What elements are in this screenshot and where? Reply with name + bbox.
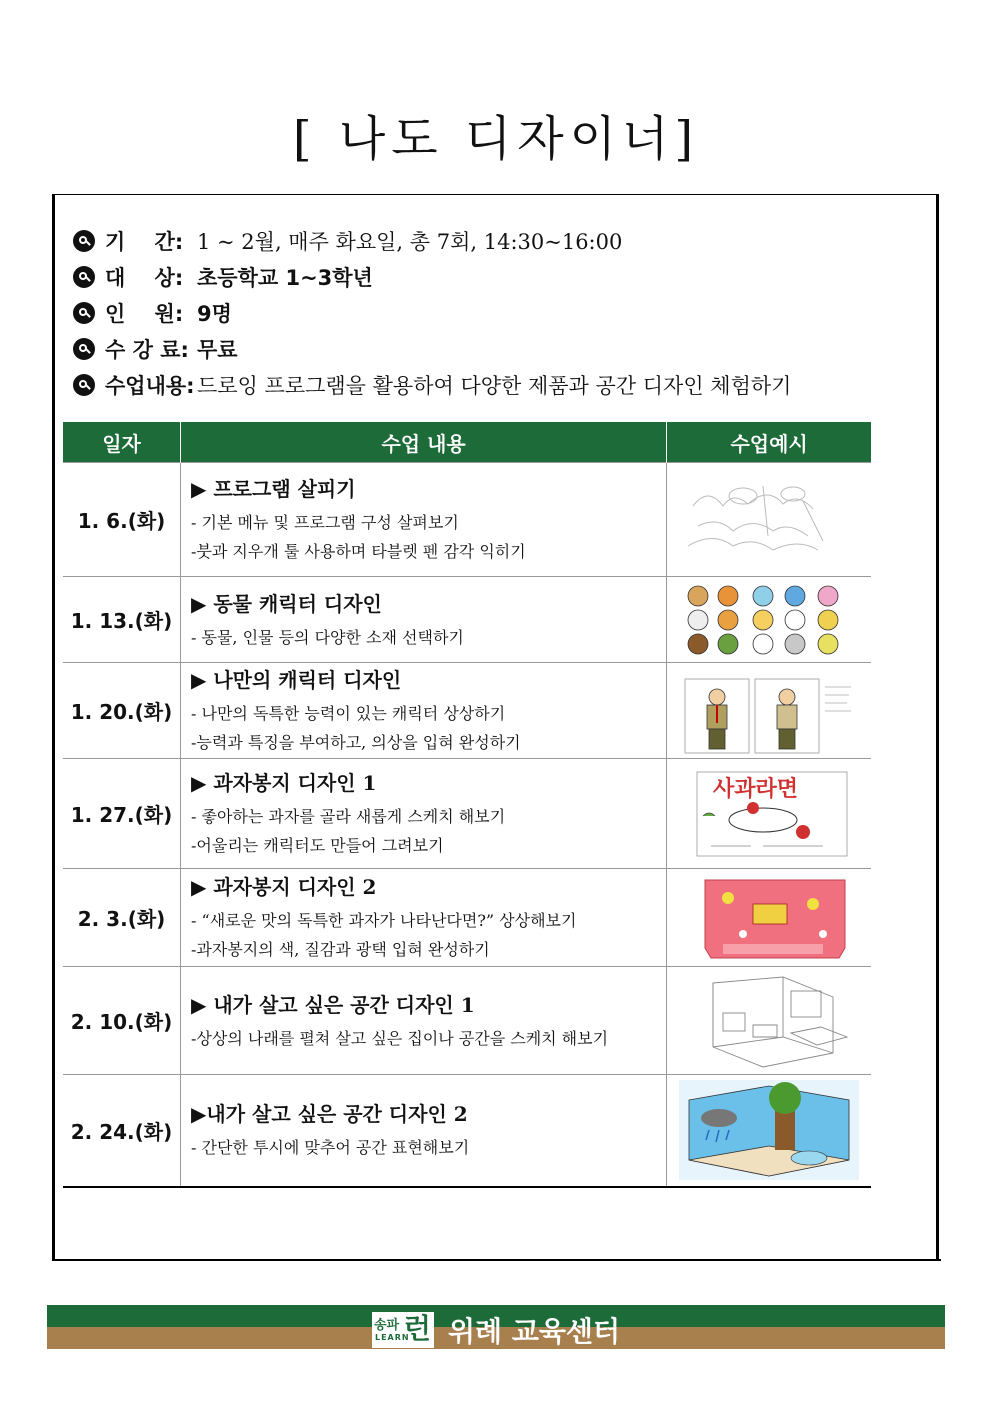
center-name: 위례 교육센터 [447, 1315, 621, 1348]
info-period [73, 223, 791, 259]
room-color-image [679, 1080, 859, 1180]
row-line: - 동물, 인물 등의 다양한 소재 선택하기 [191, 627, 464, 647]
example-cell [667, 663, 871, 759]
snack-bag-image [683, 874, 855, 962]
row-title: ▶ 내가 살고 싶은 공간 디자인 1 [191, 992, 475, 1017]
row-content [181, 869, 667, 967]
content-frame [52, 194, 939, 1261]
row-date: 2. 24.(화) [63, 1075, 181, 1187]
row-content [181, 759, 667, 869]
bullet-icon [73, 374, 95, 396]
row-line: -과자봉지의 색, 질감과 광택 입혀 완성하기 [191, 940, 490, 959]
info-value: 9명 [197, 302, 232, 326]
row-line: -어울리는 캐릭터도 만들어 그려보기 [191, 836, 444, 855]
row-date: 1. 6.(화) [63, 463, 181, 577]
info-label: 기 간: [105, 230, 184, 254]
info-list [73, 223, 791, 403]
page-title: [ 나도 디자이너] [292, 111, 700, 167]
row-content [181, 577, 667, 663]
row-content [181, 663, 667, 759]
footer [0, 1310, 992, 1350]
table-row [63, 663, 871, 759]
info-target [73, 259, 791, 295]
example-cell [667, 463, 871, 577]
logo-text-big: 런 [403, 1312, 431, 1345]
sketch-image [683, 476, 855, 564]
row-title: ▶내가 살고 싶은 공간 디자인 2 [191, 1102, 468, 1127]
info-label: 인 원: [105, 302, 184, 326]
table-row [63, 759, 871, 869]
bullet-icon [73, 338, 95, 360]
row-line: -상상의 나래를 펼쳐 살고 싶은 집이나 공간을 스케치 해보기 [191, 1028, 609, 1048]
table-row [63, 869, 871, 967]
info-capacity [73, 295, 791, 331]
row-line: -붓과 지우개 툴 사용하며 타블렛 펜 감각 익히기 [191, 542, 526, 561]
info-contents [73, 367, 791, 403]
example-cell [667, 577, 871, 663]
info-value: 무료 [197, 338, 238, 362]
table-row [63, 1075, 871, 1187]
animal-characters-image [683, 582, 855, 658]
header-date: 일자 [63, 422, 181, 463]
logo-text-bottom: LEARN [374, 1333, 410, 1342]
row-line: - 나만의 독특한 능력이 있는 캐릭터 상상하기 [191, 704, 506, 723]
row-title: ▶ 과자봉지 디자인 1 [191, 771, 377, 795]
example-cell [667, 1075, 871, 1187]
row-line: - 기본 메뉴 및 프로그램 구성 살펴보기 [191, 513, 459, 532]
schedule-table [63, 422, 871, 1188]
row-date: 1. 20.(화) [63, 663, 181, 759]
table-row [63, 463, 871, 577]
info-fee [73, 331, 791, 367]
row-content [181, 1075, 667, 1187]
row-content [181, 463, 667, 577]
info-label: 대 상: [105, 266, 184, 290]
info-value: 드로잉 프로그램을 활용하여 다양한 제품과 공간 디자인 체험하기 [197, 374, 792, 398]
row-line: - 좋아하는 과자를 골라 새롭게 스케치 해보기 [191, 807, 506, 826]
row-date: 1. 27.(화) [63, 759, 181, 869]
songpa-learn-logo [372, 1312, 434, 1348]
package-title: 사과라면 [713, 776, 799, 802]
room-sketch-image [683, 973, 855, 1069]
row-title: ▶ 과자봉지 디자인 2 [191, 875, 377, 899]
bullet-icon [73, 230, 95, 252]
bullet-icon [73, 302, 95, 324]
row-date: 2. 3.(화) [63, 869, 181, 967]
row-title: ▶ 나만의 캐릭터 디자인 [191, 668, 402, 692]
header-example: 수업예시 [667, 422, 871, 463]
row-content [181, 967, 667, 1075]
table-row [63, 577, 871, 663]
row-date: 2. 10.(화) [63, 967, 181, 1075]
my-character-image [683, 667, 855, 755]
row-line: - “새로운 맛의 독특한 과자가 나타난다면?” 상상해보기 [191, 911, 577, 930]
info-label: 수 강 료: [105, 338, 189, 362]
header-content: 수업 내용 [181, 422, 667, 463]
example-cell [667, 759, 871, 869]
ramen-package-image [683, 770, 855, 858]
info-value: 1 ~ 2월, 매주 화요일, 총 7회, 14:30~16:00 [197, 230, 623, 254]
row-line: -능력과 특징을 부여하고, 의상을 입혀 완성하기 [191, 733, 521, 752]
row-date: 1. 13.(화) [63, 577, 181, 663]
row-title: ▶ 동물 캐릭터 디자인 [191, 591, 382, 616]
example-cell [667, 967, 871, 1075]
info-value: 초등학교 1~3학년 [197, 266, 373, 290]
logo-text-top: 송파 [373, 1318, 400, 1333]
row-title: ▶ 프로그램 살피기 [191, 477, 356, 501]
info-label: 수업내용: [105, 374, 195, 398]
bullet-icon [73, 266, 95, 288]
example-cell [667, 869, 871, 967]
row-line: - 간단한 투시에 맞추어 공간 표현해보기 [191, 1138, 470, 1158]
table-row [63, 967, 871, 1075]
